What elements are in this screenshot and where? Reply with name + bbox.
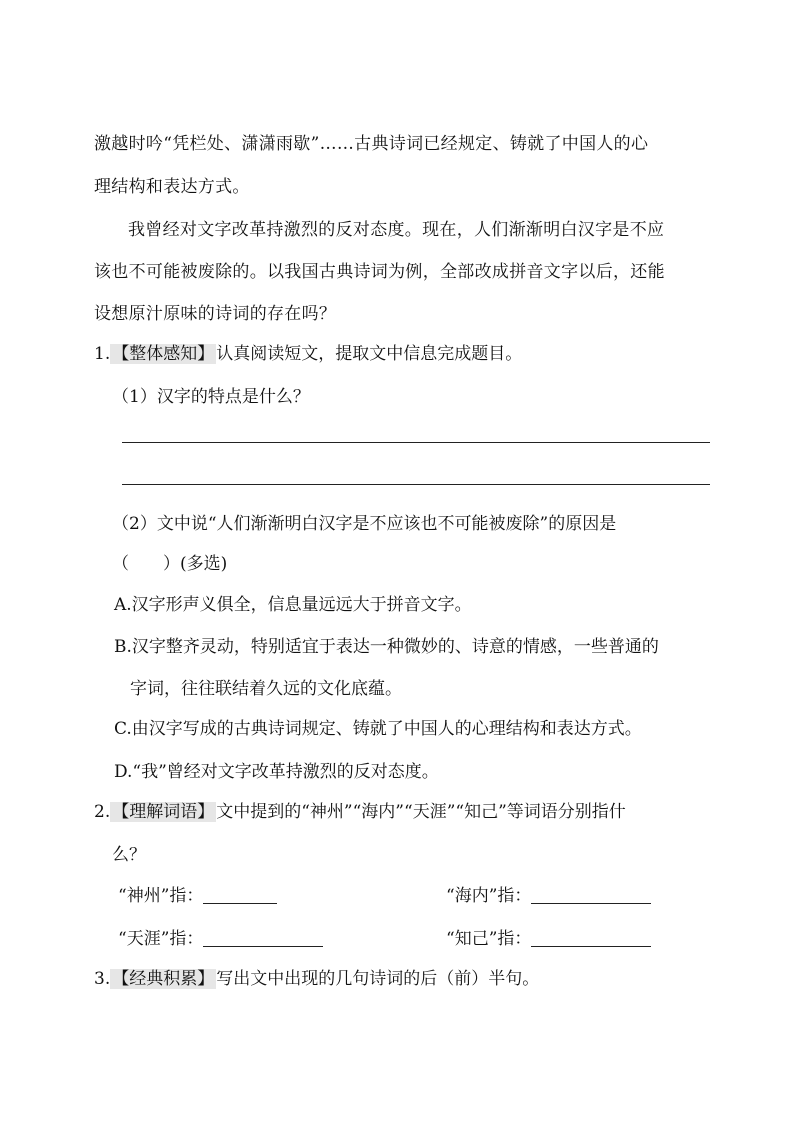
- term-label: “知己”指：: [446, 929, 532, 949]
- passage-line-3: 我曾经对文字改革持激烈的反对态度。现在，人们渐渐明白汉字是不应: [128, 220, 665, 240]
- term-label: “天涯”指：: [118, 929, 204, 949]
- answer-line[interactable]: [122, 484, 710, 485]
- question-tag: 【理解词语】: [112, 802, 215, 822]
- question-1: [94, 342, 522, 366]
- passage-line-5: 设想原汁原味的诗词的存在吗？: [94, 304, 337, 324]
- term-label: “海内”指：: [446, 886, 532, 906]
- option-d: D.“我”曾经对文字改革持激烈的反对态度。: [114, 762, 439, 782]
- option-c: C.由汉字写成的古典诗词规定、铸就了中国人的心理结构和表达方式。: [114, 719, 642, 739]
- term-hainei: [446, 884, 651, 908]
- question-text: 写出文中出现的几句诗词的后（前）半句。: [216, 969, 540, 989]
- question-tag: 【经典积累】: [112, 969, 215, 989]
- passage-line-1: 激越时吟“凭栏处、潇潇雨歇”……古典诗词已经规定、铸就了中国人的心: [94, 134, 649, 154]
- question-number: 3.: [94, 969, 111, 989]
- passage-line-2: 理结构和表达方式。: [94, 177, 250, 197]
- question-2: [94, 800, 626, 824]
- question-2-continued: 么？: [112, 845, 146, 865]
- answer-line[interactable]: [122, 442, 710, 443]
- sub-question-2: （2）文中说“人们渐渐明白汉字是不应该也不可能被废除”的原因是: [112, 514, 617, 534]
- question-text: 认真阅读短文，提取文中信息完成题目。: [216, 344, 523, 364]
- option-b-continued: 字词，往往联结着久远的文化底蕴。: [130, 679, 402, 699]
- answer-blank[interactable]: [531, 945, 651, 947]
- term-label: “神州”指：: [118, 886, 204, 906]
- answer-blank[interactable]: [531, 902, 651, 904]
- passage-line-4: 该也不可能被废除的。以我国古典诗词为例，全部改成拼音文字以后，还能: [94, 262, 665, 282]
- answer-blank[interactable]: [203, 902, 277, 904]
- question-3: [94, 967, 539, 991]
- answer-bracket: （ ）(多选): [112, 554, 228, 574]
- question-tag: 【整体感知】: [112, 344, 215, 364]
- option-a: A.汉字形声义俱全，信息量远远大于拼音文字。: [114, 595, 472, 615]
- question-number: 1.: [94, 344, 111, 364]
- term-shenzhou: [118, 884, 277, 908]
- term-zhiji: [446, 927, 651, 951]
- question-number: 2.: [94, 802, 111, 822]
- question-text: 文中提到的“神州”“海内”“天涯”“知己”等词语分别指什: [216, 802, 626, 822]
- option-b: B.汉字整齐灵动，特别适宜于表达一种微妙的、诗意的情感，一些普通的: [114, 637, 659, 657]
- sub-question-1: （1）汉字的特点是什么？: [112, 387, 310, 407]
- term-tianya: [118, 927, 323, 951]
- answer-blank[interactable]: [203, 945, 323, 947]
